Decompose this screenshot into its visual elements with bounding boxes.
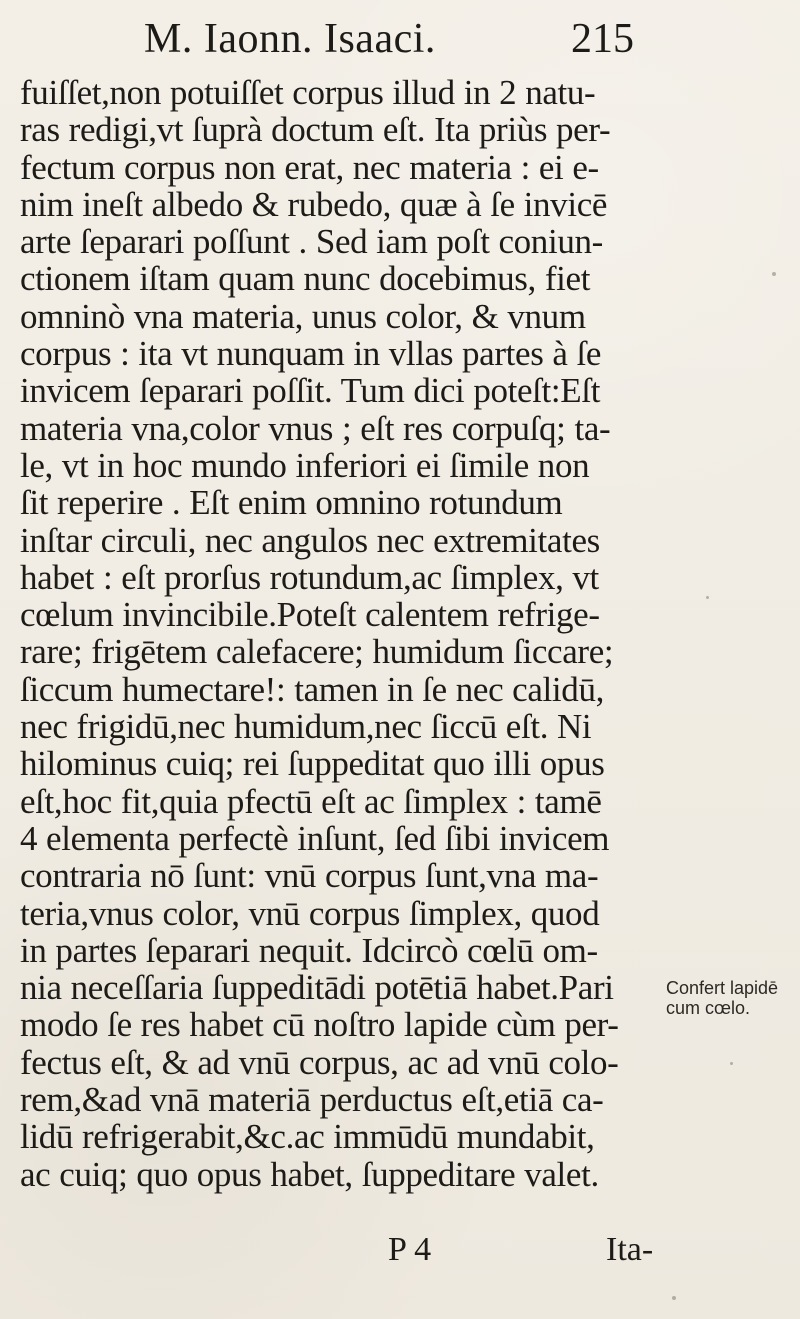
text-line: ac cuiq; quo opus habet, ſuppeditare valet. bbox=[20, 1154, 599, 1194]
margin-note bbox=[666, 978, 788, 1018]
text-line: lidū refrigerabit,&c.ac immūdū mundabit, bbox=[20, 1117, 595, 1157]
text-line: nec frigidū,nec humidum,nec ſiccū eſt. Ni bbox=[20, 707, 592, 747]
page-header bbox=[144, 18, 634, 64]
text-line: arte ſeparari poſſunt . Sed iam poſt coniun- bbox=[20, 222, 603, 262]
margin-note-line: cum cœlo. bbox=[666, 998, 751, 1018]
text-line: le, vt in hoc mundo inferiori ei ſimile non bbox=[20, 445, 590, 485]
text-line: ſiccum humectare!: tamen in ſe nec calidū, bbox=[20, 669, 605, 709]
paper-speck bbox=[772, 272, 776, 276]
paper-speck bbox=[672, 1296, 676, 1300]
text-line: eſt,hoc fit,quia pfectū eſt ac ſimplex : tamē bbox=[20, 781, 602, 821]
text-line: fectus eſt, & ad vnū corpus, ac ad vnū colo- bbox=[20, 1042, 619, 1082]
text-line: ctionem iſtam quam nunc docebimus, fiet bbox=[20, 259, 591, 299]
text-line: rare; frigētem calefacere; humidum ſiccare; bbox=[20, 632, 614, 672]
text-line: modo ſe res habet cū noſtro lapide cùm per- bbox=[20, 1005, 619, 1045]
running-head: M. Iaonn. Isaaci. bbox=[144, 16, 436, 62]
paper-speck bbox=[706, 596, 709, 599]
text-line: ras redigi,vt ſuprà doctum eſt. Ita priùs per- bbox=[20, 110, 611, 150]
text-line: nia neceſſaria ſuppeditādi potētiā habet.Pari bbox=[20, 968, 614, 1008]
text-line: ſit reperire . Eſt enim omnino rotundum bbox=[20, 483, 563, 523]
text-line: materia vna,color vnus ; eſt res corpuſq; ta- bbox=[20, 408, 611, 448]
page-number: 215 bbox=[571, 16, 634, 62]
text-line: omninò vna materia, unus color, & vnum bbox=[20, 296, 586, 336]
text-line: contraria nō ſunt: vnū corpus ſunt,vna ma- bbox=[20, 856, 599, 896]
text-line: 4 elementa perfectè inſunt, ſed ſibi invicem bbox=[20, 818, 610, 858]
margin-note-line: Confert lapidē bbox=[666, 978, 779, 998]
catchword: Ita- bbox=[606, 1231, 654, 1268]
text-line: fuiſſet,non potuiſſet corpus illud in 2 natu- bbox=[20, 74, 596, 112]
text-line: teria,vnus color, vnū corpus ſimplex, quod bbox=[20, 893, 600, 933]
text-line: rem,&ad vnā materiā perductus eſt,etiā ca- bbox=[20, 1080, 604, 1120]
text-line: invicem ſeparari poſſit. Tum dici poteſt:Eſt bbox=[20, 371, 601, 411]
text-line: inſtar circuli, nec angulos nec extremitates bbox=[20, 520, 600, 560]
text-line: habet : eſt prorſus rotundum,ac ſimplex, vt bbox=[20, 557, 599, 597]
text-line: corpus : ita vt nunquam in vllas partes à ſe bbox=[20, 334, 602, 374]
signature-mark: P 4 bbox=[388, 1231, 432, 1268]
paper-speck bbox=[730, 1062, 733, 1065]
text-line: hilominus cuiq; rei ſuppeditat quo illi opus bbox=[20, 744, 605, 784]
text-line: cœlum invincibile.Poteſt calentem refrige- bbox=[20, 595, 600, 635]
text-line: in partes ſeparari nequit. Idcircò cœlū om- bbox=[20, 930, 598, 970]
text-line: fectum corpus non erat, nec materia : ei e- bbox=[20, 147, 599, 187]
text-line: nim ineſt albedo & rubedo, quæ à ſe invicē bbox=[20, 184, 608, 224]
main-text-block bbox=[20, 74, 635, 1269]
